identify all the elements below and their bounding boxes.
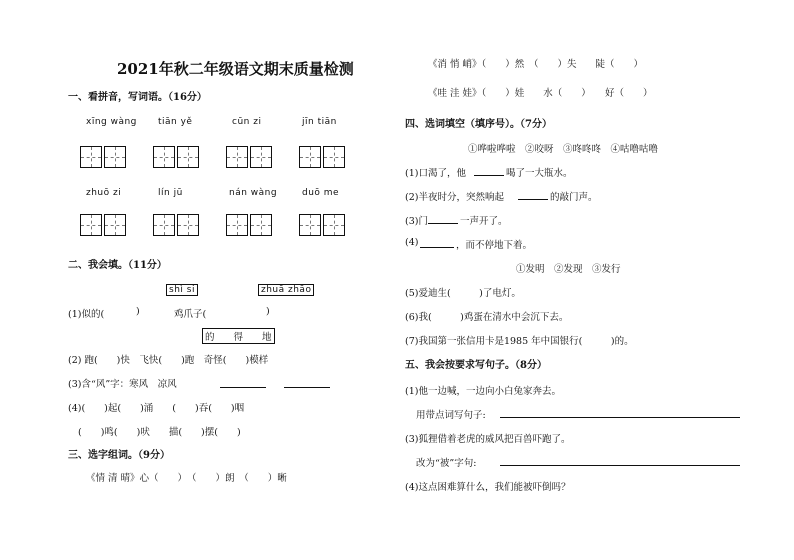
pinyin-6: lín jū: [158, 188, 183, 198]
section-4-heading: 四、选词填空（填序号）。（7分）: [405, 119, 552, 130]
choice-q5: (5)爱迪生( )了电灯。: [405, 288, 521, 299]
answer-line-c2[interactable]: [518, 199, 548, 200]
answer-grid-5[interactable]: [80, 214, 128, 236]
choice-q2-b: 的敲门声。: [550, 192, 598, 203]
pinyin-5: zhuō zi: [86, 188, 122, 198]
answer-grid-2[interactable]: [153, 146, 201, 168]
pinyin-7: nán wàng: [229, 188, 278, 198]
char-group-qing: 《情 清 晴》心（ ） （ ）朗 （ ）晰: [86, 473, 287, 484]
answer-line-wind-1[interactable]: [220, 387, 266, 388]
answer-line-s3[interactable]: [500, 465, 740, 466]
pinyin-box-zhuazhao: zhuā zhāo: [258, 284, 314, 296]
pinyin-2: tiān yě: [158, 117, 193, 127]
sentence-q4: (4)这点困难算什么，我们能被吓倒吗？: [405, 482, 571, 493]
answer-grid-3[interactable]: [226, 146, 274, 168]
pinyin-1: xīng wàng: [86, 117, 137, 127]
choice-q2-a: (2)半夜时分，突然响起: [405, 192, 504, 203]
char-group-xiao: 《消 悄 峭》（ ）然 （ ）失 陡（ ）: [428, 59, 644, 70]
answer-grid-6[interactable]: [153, 214, 201, 236]
fill-q3: (3)含“风”字：寒风 凉风: [68, 379, 177, 390]
sentence-q3-prompt: 改为“被”字句:: [416, 458, 477, 469]
answer-line-c3[interactable]: [428, 223, 458, 224]
pinyin-3: cūn zi: [232, 117, 262, 127]
page-title: 2021年秋二年级语文期末质量检测: [117, 60, 354, 78]
fill-q2: (2) 跑( )快 飞快( )跑 奇怪( )模样: [68, 355, 269, 366]
section-5-heading: 五、我会按要求写句子。（8分）: [405, 360, 547, 371]
section-3-heading: 三、选字组词。（9分）: [68, 450, 170, 461]
sentence-q1-prompt: 用带点词写句子:: [416, 410, 486, 421]
pinyin-8: duō me: [302, 188, 340, 198]
choice-q3-b: 一声开了。: [460, 216, 508, 227]
char-group-wa: 《哇 洼 娃》（ ）娃 水（ ） 好（ ）: [428, 88, 653, 99]
fill-q1-part4: ): [266, 306, 270, 317]
answer-line-c4[interactable]: [420, 247, 454, 248]
answer-grid-8[interactable]: [299, 214, 347, 236]
choice-q6: (6)我( )鸡蛋在清水中会沉下去。: [405, 312, 569, 323]
options-verbs: ①发明 ②发现 ③发行: [516, 264, 621, 275]
answer-grid-7[interactable]: [226, 214, 274, 236]
answer-grid-4[interactable]: [299, 146, 347, 168]
options-onomatopoeia: ①哗啦哗啦 ②咬呀 ③咚咚咚 ④咕噜咕噜: [468, 144, 659, 155]
fill-q1-part3: 鸡爪子(: [174, 309, 207, 320]
pinyin-4: jīn tiān: [302, 117, 337, 127]
choice-q4-b: ，而不停地下着。: [456, 240, 533, 251]
answer-line-c1[interactable]: [474, 175, 504, 176]
choice-q4-a: (4): [405, 237, 419, 248]
fill-q4-line1: (4)( )起( )涌 ( )吞( )咽: [68, 403, 245, 414]
fill-q1-part1: (1)似的(: [68, 309, 105, 320]
fill-q1-part2: ): [136, 306, 140, 317]
choice-q1-b: 喝了一大瓶水。: [506, 168, 573, 179]
fill-q4-line2: ( )鸣( )吠 描( )摆( ): [78, 427, 241, 438]
word-choice-box: 的 得 地: [202, 328, 275, 344]
choice-q7: (7)我国第一张信用卡是1985 年中国银行( )的。: [405, 336, 634, 347]
answer-grid-1[interactable]: [80, 146, 128, 168]
choice-q3-a: (3)门: [405, 216, 428, 227]
answer-line-s1[interactable]: [500, 417, 740, 418]
sentence-q1: (1)他一边喊，一边向小白兔家奔去。: [405, 386, 561, 397]
answer-line-wind-2[interactable]: [284, 387, 330, 388]
sentence-q3: (3)狐狸借着老虎的威风把百兽吓跑了。: [405, 434, 571, 445]
section-1-heading: 一、看拼音，写词语。（16分）: [68, 92, 207, 103]
pinyin-box-shisi: shì si: [166, 284, 198, 296]
section-2-heading: 二、我会填。（11分）: [68, 260, 167, 271]
choice-q1-a: (1)口渴了，他: [405, 168, 466, 179]
